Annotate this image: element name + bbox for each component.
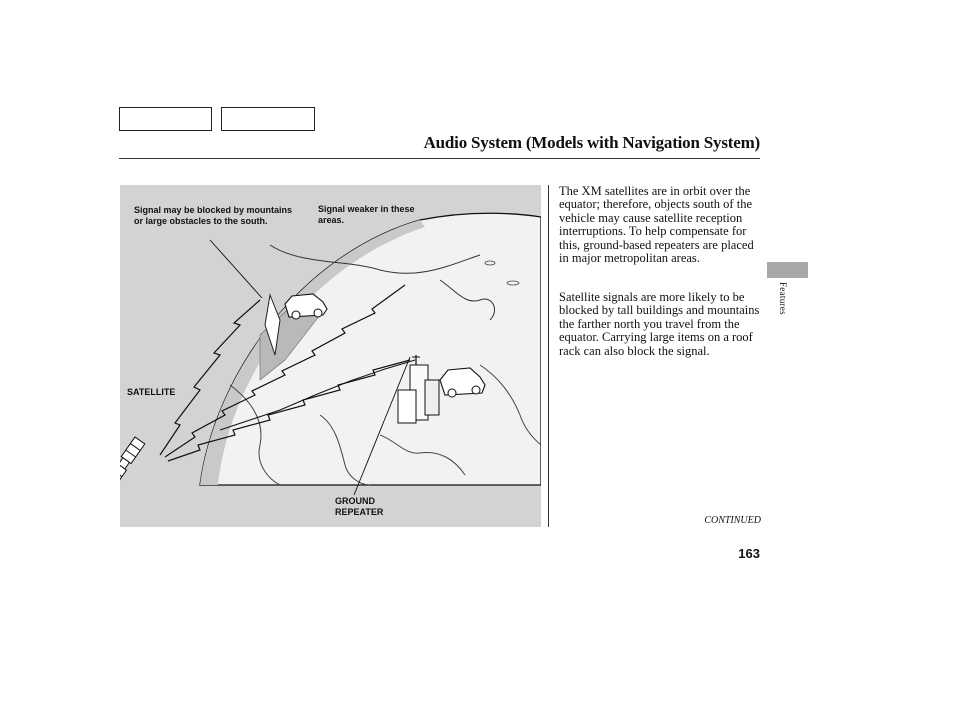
globe-shape bbox=[200, 213, 541, 485]
nav-button-main-menu[interactable] bbox=[119, 107, 212, 131]
satellite-diagram bbox=[120, 185, 541, 527]
page-number: 163 bbox=[738, 546, 760, 561]
paragraph-text: Satellite signals are more likely to be blocked by tall buildings and mountains the farther north you travel from the equator. Carrying large items on a roof rack can also block the signal. bbox=[559, 290, 760, 358]
section-tab bbox=[767, 262, 808, 278]
page-title: Audio System (Models with Navigation System) bbox=[423, 133, 760, 152]
section-label: Features bbox=[778, 282, 788, 315]
satellite-icon bbox=[120, 437, 145, 491]
callout-weaker: Signal weaker in these areas. bbox=[318, 204, 415, 225]
body-paragraph bbox=[559, 185, 764, 265]
title-divider bbox=[119, 158, 760, 159]
callout-ground-repeater: GROUND REPEATER bbox=[335, 496, 384, 517]
leader-blocked bbox=[210, 240, 262, 298]
building-2 bbox=[398, 390, 416, 423]
callout-blocked: Signal may be blocked by mountains or large obstacles to the south. bbox=[134, 205, 293, 226]
paragraph-text: The XM satellites are in orbit over the equator; therefore, objects south of the vehicle may cause satellite reception interruptions. To help compensate for this, ground-based repeaters are placed in major metropolitan areas. bbox=[559, 184, 754, 266]
body-paragraph bbox=[559, 291, 764, 358]
continued-note: CONTINUED bbox=[704, 515, 761, 526]
diagram-illustration bbox=[120, 185, 541, 527]
nav-button-index[interactable] bbox=[221, 107, 315, 131]
column-divider bbox=[548, 185, 549, 527]
callout-satellite: SATELLITE bbox=[127, 387, 176, 397]
building-3 bbox=[425, 380, 439, 415]
